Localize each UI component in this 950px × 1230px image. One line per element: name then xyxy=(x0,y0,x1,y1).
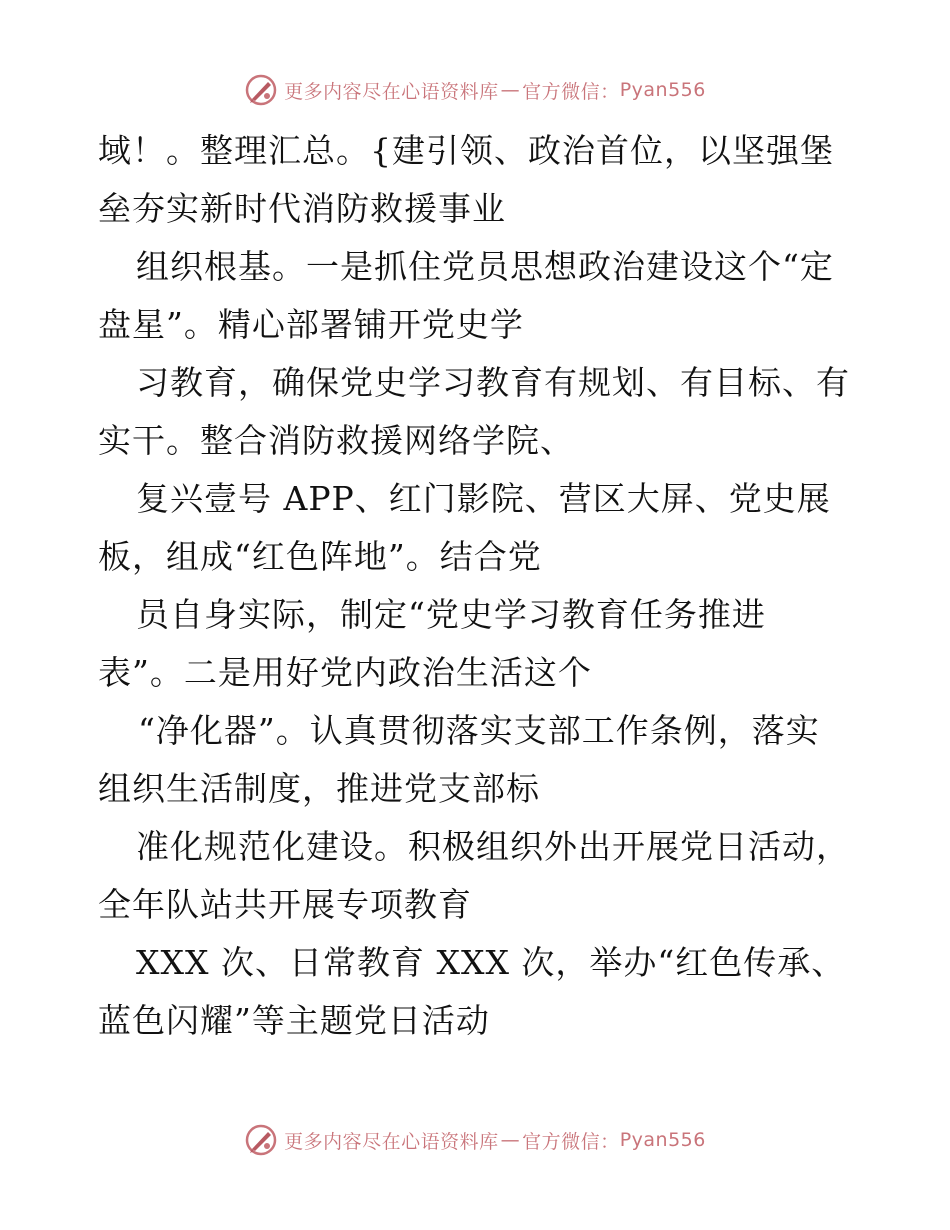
body-line: 表”。二是用好党内政治生活这个 xyxy=(98,653,592,692)
watermark-contact-label: 官方微信： xyxy=(522,80,620,103)
quill-pen-logo-icon xyxy=(244,73,278,107)
body-line: 盘星”。精心部署铺开党史学 xyxy=(98,305,524,344)
watermark-text: 更多内容尽在心语资料库 xyxy=(284,80,499,103)
body-line: 复兴壹号 APP、红门影院、营区大屏、党史展 xyxy=(136,479,831,518)
document-body xyxy=(98,122,858,1050)
watermark-separator: — xyxy=(500,1129,521,1151)
header-watermark xyxy=(0,70,950,110)
watermark-contact-label: 官方微信： xyxy=(522,1130,620,1153)
watermark-contact-id: Pyan556 xyxy=(619,1129,706,1151)
body-line: XXX 次、日常教育 XXX 次，举办“红色传承、 xyxy=(136,943,846,982)
footer-watermark xyxy=(0,1120,950,1160)
watermark-separator: — xyxy=(500,79,521,101)
body-line: 蓝色闪耀”等主题党日活动 xyxy=(98,1001,490,1040)
body-line: 员自身实际，制定“党史学习教育任务推进 xyxy=(136,595,766,634)
watermark-contact-id: Pyan556 xyxy=(619,79,706,101)
body-line: “净化器”。认真贯彻落实支部工作条例，落实 xyxy=(138,711,820,750)
body-line: 垒夯实新时代消防救援事业 xyxy=(98,189,506,228)
quill-pen-logo-icon xyxy=(244,1123,278,1157)
body-line: 组织根基。一是抓住党员思想政治建设这个“定 xyxy=(136,247,834,286)
body-line: 域！。整理汇总。{建引领、政治首位，以坚强堡 xyxy=(98,131,834,170)
body-line: 实干。整合消防救援网络学院、 xyxy=(98,421,574,460)
watermark-text: 更多内容尽在心语资料库 xyxy=(284,1130,499,1153)
body-line: 组织生活制度，推进党支部标 xyxy=(98,769,540,808)
body-line: 板，组成“红色阵地”。结合党 xyxy=(98,537,542,576)
body-line: 全年队站共开展专项教育 xyxy=(98,885,472,924)
body-line: 准化规范化建设。积极组织外出开展党日活动， xyxy=(136,827,850,866)
body-line: 习教育，确保党史学习教育有规划、有目标、有 xyxy=(136,363,850,402)
